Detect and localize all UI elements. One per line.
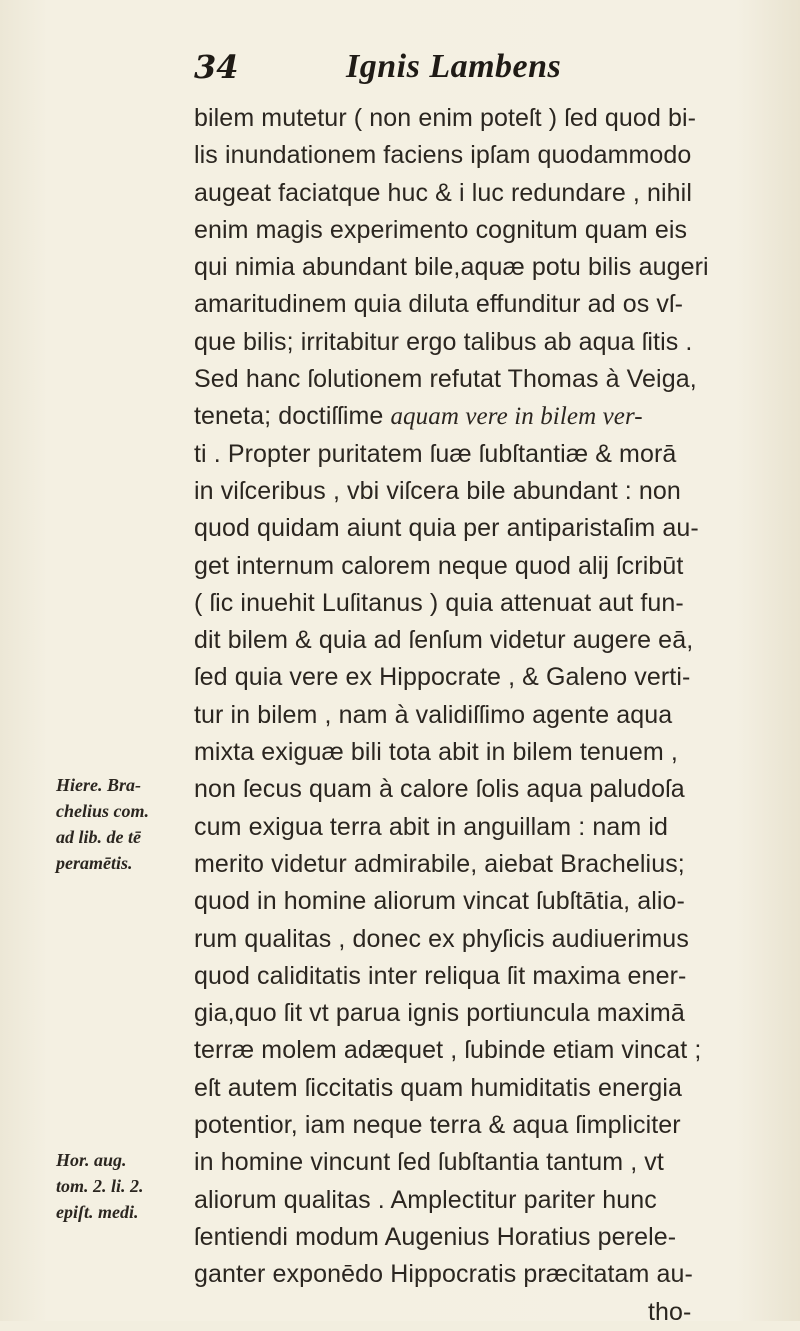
margin-note-line: ad lib. de tē xyxy=(56,827,141,847)
text-line: merito videtur admirabile, aiebat Brachelius; xyxy=(194,849,685,878)
text-line: mixta exiguæ bili tota abit in bilem tenuem , xyxy=(194,738,678,767)
text-line: que bilis; irritabitur ergo talibus ab aqua ſitis . xyxy=(194,327,693,356)
page-number: 34 xyxy=(194,48,239,86)
catchword: tho- xyxy=(648,1297,692,1326)
running-title: Ignis Lambens xyxy=(346,48,562,85)
text-line: qui nimia abundant bile,aquæ potu bilis augeri xyxy=(194,253,709,282)
margin-note-line: peramētis. xyxy=(56,853,133,873)
text-line: enim magis experimento cognitum quam eis xyxy=(194,215,688,244)
text-line: Sed hanc ſolutionem refutat Thomas à Veiga, xyxy=(194,365,697,394)
text-line: get internum calorem neque quod alij ſcribūt xyxy=(194,551,684,580)
text-line: eſt autem ſiccitatis quam humiditatis energia xyxy=(194,1073,683,1102)
margin-note-line: tom. 2. li. 2. xyxy=(56,1176,144,1196)
margin-note-horatius xyxy=(56,1147,196,1225)
text-line: amaritudinem quia diluta effunditur ad os vſ- xyxy=(194,290,684,319)
margin-note-line: Hiere. Bra- xyxy=(56,775,141,795)
text-line: ti . Propter puritatem ſuæ ſubſtantiæ & morā xyxy=(194,439,677,468)
text-line: lis inundationem faciens ipſam quodammodo xyxy=(194,141,692,170)
margin-note-line: Hor. aug. xyxy=(56,1150,127,1170)
margin-note-brachelius xyxy=(56,772,196,876)
body-text xyxy=(194,100,794,1331)
text-line: ganter exponēdo Hippocratis præcitatam au- xyxy=(194,1260,693,1289)
margin-note-line: chelius com. xyxy=(56,801,149,821)
text-line: gia,quo ſit vt parua ignis portiuncula maximā xyxy=(194,999,685,1028)
text-line: bilem mutetur ( non enim poteſt ) ſed quod bi- xyxy=(194,104,697,132)
text-line: augeat faciatque huc & i luc redundare , nihil xyxy=(194,178,692,207)
text-line: tur in bilem , nam à validiſſimo agente aqua xyxy=(194,700,673,729)
text-line: quod in homine aliorum vincat ſubſtātia, alio- xyxy=(194,887,685,916)
text-line: quod quidam aiunt quia per antiparistaſim au- xyxy=(194,514,699,543)
text-line: aliorum qualitas . Amplectitur pariter hunc xyxy=(194,1185,657,1214)
text-line: quod caliditatis inter reliqua ſit maxima ener- xyxy=(194,961,687,990)
text-line: in viſceribus , vbi viſcera bile abundant : non xyxy=(194,476,681,505)
text-line: potentior, iam neque terra & aqua ſimpliciter xyxy=(194,1111,681,1140)
text-line: non ſecus quam à calore ſolis aqua paludoſa xyxy=(194,775,685,804)
italic-phrase: aquam vere in bilem ver- xyxy=(390,403,643,431)
text-line: ( ſic inuehit Luſitanus ) quia attenuat aut fun- xyxy=(194,588,684,617)
text-line: rum qualitas , donec ex phyſicis audiuerimus xyxy=(194,924,689,953)
text-line-with-italic xyxy=(194,398,794,435)
text-line: terræ molem adæquet , ſubinde etiam vincat ; xyxy=(194,1036,702,1065)
text-line: ſed quia vere ex Hippocrate , & Galeno verti- xyxy=(194,663,691,692)
text-line: in homine vincunt ſed ſubſtantia tantum , vt xyxy=(194,1148,664,1177)
text-line: dit bilem & quia ad ſenſum videtur augere eā, xyxy=(194,626,694,655)
text-line: ſentiendi modum Augenius Horatius perele- xyxy=(194,1222,677,1251)
margin-note-line: epiſt. medi. xyxy=(56,1202,139,1222)
text-line: cum exigua terra abit in anguillam : nam id xyxy=(194,812,668,841)
text-segment: teneta; doctiſſime xyxy=(194,402,384,431)
page-header xyxy=(0,40,800,84)
